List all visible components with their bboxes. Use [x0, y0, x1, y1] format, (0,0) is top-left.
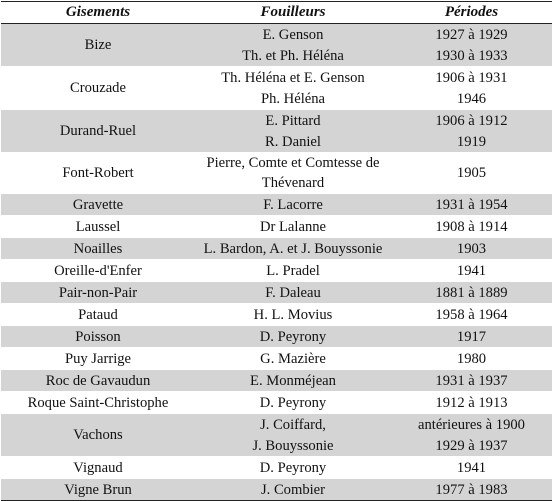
site-cell: Vigne Brun: [1, 479, 195, 501]
site-cell: Poisson: [1, 326, 195, 348]
fouilleurs-cell: L. Pradel: [195, 260, 391, 282]
table-row: [1, 457, 552, 479]
table-row: [1, 326, 552, 348]
fouilleurs-cell: Pierre, Comte et Comtesse de Thévenard: [195, 153, 391, 194]
fouilleurs-cell: D. Peyrony: [195, 326, 391, 348]
fouilleurs-cell: Th. Héléna et E. Genson: [195, 67, 391, 89]
site-cell: Laussel: [1, 216, 195, 238]
site-cell: Durand-Ruel: [1, 110, 195, 153]
table-row: [1, 110, 552, 132]
periode-cell: 1903: [391, 238, 552, 260]
header-row: [1, 2, 552, 24]
site-cell: Pair-non-Pair: [1, 282, 195, 304]
periode-cell: 1905: [391, 153, 552, 194]
site-cell: Crouzade: [1, 67, 195, 110]
periode-cell: 1927 à 1929: [391, 24, 552, 46]
fouilleurs-cell: E. Genson: [195, 24, 391, 46]
fouilleurs-cell: J. Bouyssonie: [195, 435, 391, 457]
header-fouilleurs: Fouilleurs: [195, 2, 391, 24]
fouilleurs-cell: Dr Lalanne: [195, 216, 391, 238]
table-row: [1, 153, 552, 194]
fouilleurs-cell: Ph. Héléna: [195, 88, 391, 110]
header-gisements: Gisements: [1, 2, 195, 24]
fouilleurs-cell: F. Daleau: [195, 282, 391, 304]
fouilleurs-cell: L. Bardon, A. et J. Bouyssonie: [195, 238, 391, 260]
periode-cell: 1946: [391, 88, 552, 110]
table-row: [1, 194, 552, 216]
site-cell: Roque Saint-Christophe: [1, 392, 195, 414]
fouilleurs-cell: J. Combier: [195, 479, 391, 501]
periode-cell: 1917: [391, 326, 552, 348]
table-row: [1, 304, 552, 326]
table-row: [1, 370, 552, 392]
fouilleurs-cell: H. L. Movius: [195, 304, 391, 326]
site-cell: Vachons: [1, 414, 195, 457]
periode-cell: 1906 à 1912: [391, 110, 552, 132]
table-row: [1, 260, 552, 282]
fouilleurs-cell: E. Monméjean: [195, 370, 391, 392]
table-row: [1, 392, 552, 414]
fouilleurs-cell: J. Coiffard,: [195, 414, 391, 436]
periode-cell: antérieures à 1900: [391, 414, 552, 436]
table-row: [1, 238, 552, 260]
periode-cell: 1941: [391, 260, 552, 282]
fouilleurs-cell: R. Daniel: [195, 131, 391, 153]
periode-cell: 1930 à 1933: [391, 45, 552, 67]
table-row: [1, 479, 552, 501]
table-row: [1, 67, 552, 89]
site-cell: Pataud: [1, 304, 195, 326]
site-cell: Oreille-d'Enfer: [1, 260, 195, 282]
fouilleurs-cell: G. Mazière: [195, 348, 391, 370]
periode-cell: 1919: [391, 131, 552, 153]
table-row: [1, 216, 552, 238]
table-body: [1, 24, 552, 501]
fouilleurs-cell: Th. et Ph. Héléna: [195, 45, 391, 67]
fouilleurs-cell: D. Peyrony: [195, 392, 391, 414]
site-cell: Vignaud: [1, 457, 195, 479]
table-row: [1, 414, 552, 436]
periode-cell: 1977 à 1983: [391, 479, 552, 501]
periode-cell: 1881 à 1889: [391, 282, 552, 304]
periode-cell: 1908 à 1914: [391, 216, 552, 238]
table-row: [1, 24, 552, 46]
periode-cell: 1941: [391, 457, 552, 479]
periode-cell: 1912 à 1913: [391, 392, 552, 414]
site-cell: Gravette: [1, 194, 195, 216]
site-cell: Font-Robert: [1, 153, 195, 194]
header-periodes: Périodes: [391, 2, 552, 24]
periode-cell: 1906 à 1931: [391, 67, 552, 89]
periode-cell: 1929 à 1937: [391, 435, 552, 457]
periode-cell: 1931 à 1954: [391, 194, 552, 216]
fouilleurs-cell: D. Peyrony: [195, 457, 391, 479]
excavation-table: [1, 1, 552, 501]
table-row: [1, 348, 552, 370]
table-row: [1, 282, 552, 304]
fouilleurs-cell: E. Pittard: [195, 110, 391, 132]
site-cell: Roc de Gavaudun: [1, 370, 195, 392]
periode-cell: 1958 à 1964: [391, 304, 552, 326]
periode-cell: 1931 à 1937: [391, 370, 552, 392]
site-cell: Puy Jarrige: [1, 348, 195, 370]
periode-cell: 1980: [391, 348, 552, 370]
fouilleurs-cell: F. Lacorre: [195, 194, 391, 216]
site-cell: Bize: [1, 24, 195, 67]
site-cell: Noailles: [1, 238, 195, 260]
